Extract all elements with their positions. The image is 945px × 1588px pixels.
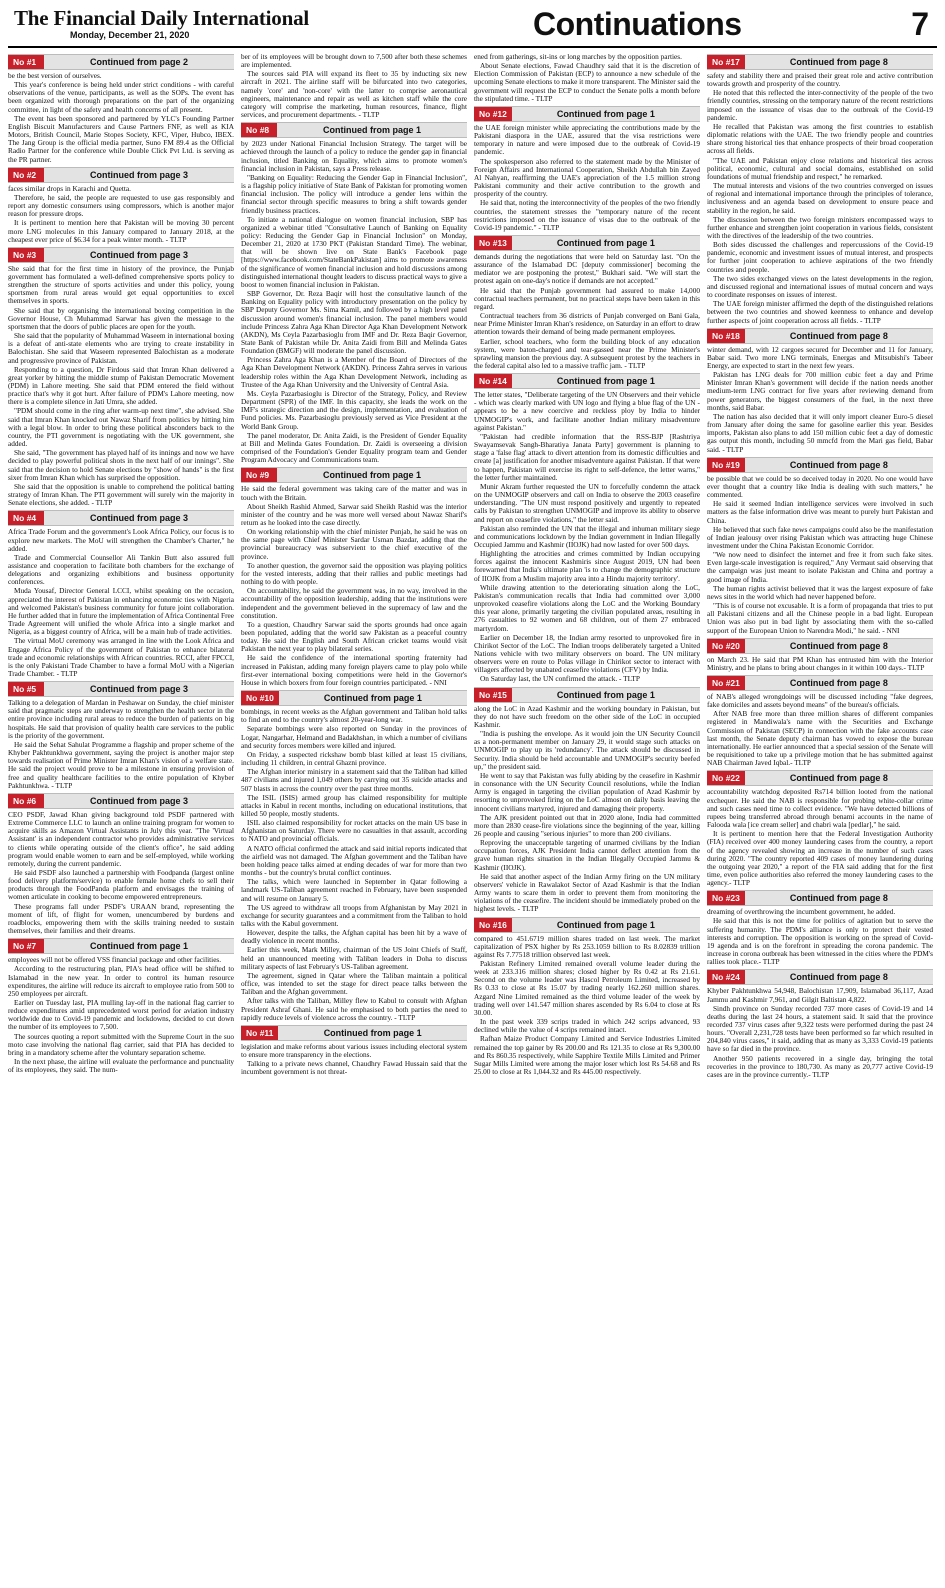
article-paragraph: legislation and make reforms about various issues including electoral system to ensure more transparency in the elections. <box>241 1041 467 1060</box>
article-paragraph: Therefore, he said, the people are requested to use gas responsibly and report any domestic consumers using compressors, which is another major reason for pressure drops. <box>8 192 234 219</box>
continuation-header <box>8 54 234 70</box>
section-title: Continuations <box>533 6 742 42</box>
article-paragraph: A NATO official confirmed the attack and said initial reports indicated that the airfield was not damaged. The Afghan government and the Taliban have been holding peace talks aimed at ending decades of war for more than two months - but the country's brutal conflict continues. <box>241 843 467 878</box>
article-paragraph: The virtual MoU ceremony was arranged in line with the Look Africa and Engage Africa Policy of the government of Pakistan to enhance bilateral trade and economic relationships with African countries. RCCI, after FPCCI, is the only Pakistani Trade Chamber to have a formal MoU with a Nigerian Trade Chamber. - TLTP <box>8 636 234 678</box>
article-paragraph: safety and stability there and praised their great role and active contribution towards growth and prosperity of the country. <box>707 71 933 89</box>
article-number-badge: No #16 <box>474 918 512 932</box>
article-paragraph: The talks, which were launched in September in Qatar following a landmark US-Taliban agreement reached in February, have been suspended and will resume on January 5. <box>241 877 467 903</box>
article <box>707 969 933 1079</box>
article-paragraph: The letter states, "Deliberate targeting of the UN Observers and their vehicle - which was clearly marked with UN logo and flying a blue flag of the UN - appears to be a new coercive and reckless ploy by India to hinder UNMOGIP's work, and facilitate another Indian military misadventure against Pakistan." <box>474 390 700 432</box>
article-paragraph: Earlier, school teachers, who form the building block of any education system, were baton-charged and tear-gassed near the Prime Minister's sprawling mansion the previous day. A subsequent protest by the teachers in the federal capital also led to a massive traffic jam. - TLTP <box>474 336 700 370</box>
article-paragraph: After NAB free more than three million shares of different companies registered in Mandiwala's name with the Securities and Exchange Commission of Pakistan (SECP) in connection with the fake accounts case last month, the Senate deputy chairman has vowed to expose the bureau internationally. He earlier announced that a special session of the Senate will be requisitioned to take up a privilege motion that he has submitted against NAB Chairman Javed Iqbal.- TLTP <box>707 709 933 768</box>
continuation-header <box>8 938 234 954</box>
article-number-badge: No #22 <box>707 771 745 785</box>
article-paragraph: While drawing attention to the deteriorating situation along the LoC, Pakistan's communication recalls that India had committed over 3,000 unprovoked ceasefire violations along the LoC and the Working Boundary this year alone, primarily targeting the civilian populated areas, resulting in 276 casualties to 92 women and 68 children, out of them 27 embraced martyrdom. <box>474 582 700 633</box>
article <box>8 54 234 164</box>
article-paragraph: He said that the Punjab government had assured to make 14,000 contractual teachers permanent, but no practical steps have been taken in this regard. <box>474 285 700 311</box>
continued-from-label: Continued from page 1 <box>556 919 655 930</box>
article-paragraph: be the best version of ourselves. <box>8 71 102 80</box>
article-paragraph: Muda Yousaf, Director General LCCI, whilst speaking on the occasion, appreciated the interest of Pakistan in enhancing economic ties with Nigeria and welcomed Pakistan's business community for future joint collaboration. He further added that in future the implementation of Africa Continental Free Trade Agreement will unified the whole Africa into a single market and Nigeria, as a biggest country of Africa, will be a main hub of trade activities. <box>8 586 234 637</box>
article-paragraph: employees will not be offered VSS financial package and other facilities. <box>8 955 222 965</box>
article-paragraph: The agreement, signed in Qatar where the Taliban maintain a political office, was intended to set the stage for direct peace talks between the Taliban and the Afghan government. <box>241 970 467 997</box>
continuation-header <box>474 235 700 251</box>
continuation-header <box>707 638 933 654</box>
article <box>241 53 467 119</box>
continued-from-label: Continued from page 2 <box>89 57 188 67</box>
article-number-badge: No #14 <box>474 374 512 388</box>
article-paragraph: The UAE foreign minister affirmed the depth of the distinguished relations between the two countries and showed keenness to enhance and develop further aspects of joint cooperation across all fields. - TLTP <box>707 299 933 325</box>
continuation-header <box>707 328 933 344</box>
article-paragraph: accountability watchdog deposited Rs714 billion looted from the national exchequer. He said the NAB is responsible for probing white-collar crime and such cases need time to collect evidence. "We have detected billions of rupees being transferred abroad through benami accounts in the name of Falooda wala [ice cream seller] and chabri wala [pedlar]," he said. <box>707 787 933 830</box>
article-paragraph: On accountability, he said the government was, in no way, involved in the accountability of the opposition leadership, adding that the institutions were independent and the government believed in the supremacy of law and the constitution. <box>241 586 467 620</box>
continued-from-label: Continued from page 1 <box>556 108 655 119</box>
article-paragraph: It is pertinent to mention here that the Federal Investigation Authority (FIA) received over 400 money laundering cases from the country, a report of the agency revealed showing an increase in the number of such cases during 2020. "The country reported 409 cases of money laundering during the outgoing year 2020," a report of the FIA said adding that for the first time, even police authorities also referred the money laundering cases to the agency.- TLTP <box>707 829 933 888</box>
article <box>474 917 700 1077</box>
article-paragraph: "India is pushing the envelope. As it would join the UN Security Council as a non-permanent member on January 29, it would stage such attacks on UNMOGIP to play up its 'redundancy'. The attack should be discussed in Security. India should be held accountable and UNMOGIP's security beefed up," the president said. <box>474 729 700 771</box>
article-paragraph: Contractual teachers from 36 districts of Punjab converged on Bani Gala, near Prime Minister Imran Khan's residence, on Saturday in an effort to draw attention towards their demand of being made permanent employees. <box>474 311 700 337</box>
article-paragraph: To initiate a national dialogue on women financial inclusion, SBP has organized a webinar titled "Consultative Launch of Banking on Equality policy: Reducing the Gender Gap in Financial Inclusion" on Monday, December 21, 2020 at 1730 PKT (Pakistan Standard Time). The webinar, that will be shown live on State Bank's Facebook page [https://www.facebook.com/StateBankPakistan] aims to promote awareness of the significance of women financial inclusion and hold discussions among distinguished international thought leaders to discuss practical ways to give a boost to women financial inclusion in Pakistan. <box>241 214 467 289</box>
article-number-badge: No #20 <box>707 639 745 653</box>
column <box>707 53 933 1588</box>
article-paragraph: SBP Governor, Dr. Reza Baqir will host the consultative launch of the Banking on Equality policy with introductory presentation on the policy by SBP Deputy Governor Ms. Sima Kamil, and followed by a high level panel discussion around women's financial inclusion. The panel members would include Princess Zahra Aga Khan Director Aga Khan Development Network (AKDN), Ms Ceyla Pazarbasioglu from IMF and Dr. Reza Baqir Governor, State Bank of Pakistan while Dr. Anita Zaidi from Bill and Melinda Gates Foundation (BMGF) will moderate the panel discussion. <box>241 289 467 356</box>
article-paragraph: Ms. Ceyla Pazarbasioglu is Director of the Strategy, Policy, and Review Department (SPR) of the IMF. In this capacity, she leads the work on the IMF's strategic direction and the design, implementation, and evaluation of Fund policies. Ms. Pazarbasioglu previously served as Vice President at the World Bank Group. <box>241 388 467 431</box>
column <box>241 53 467 1588</box>
continuation-header <box>8 793 234 809</box>
article-paragraph: About Senate elections, Fawad Chaudhry said that it is the discretion of Election Commission of Pakistan (ECP) to announce a new schedule of the upcoming Senate elections to make it more transparent. The Minister said the government will request the ECP to conduct the Senate polls a month before the stipulated time. - TLTP <box>474 61 700 103</box>
article-paragraph: ened from gatherings, sit-ins or long marches by the opposition parties. <box>474 53 682 61</box>
article-paragraph: CEO PSDF, Jawad Khan giving background told PSDF partnered with Extreme Commerce LLC to launch an online training program for women to acquire skills as Amazon Virtual Assistants in July this year. "The 'Virtual Assistant' is an independent contractor who provides administrative services to clients while operating outside of the client's office", he said adding program would enable women to earn and be self-employed, while working remotely, during the current pandemic. <box>8 809 234 868</box>
article-paragraph: Earlier on Tuesday last, PIA mulling lay-off in the national flag carrier to reduce expenditures amid unprecedented worst period for aviation industry worldwide due to Covid-19 pandemic and lockdowns, decided to cut down the number of its employees to 7,500. <box>8 998 234 1032</box>
article <box>241 467 467 687</box>
article-paragraph: However, despite the talks, the Afghan capital has been hit by a wave of deadly violence in recent months. <box>241 928 467 946</box>
article-paragraph: Talking to a delegation of Mardan in Peshawar on Sunday, the chief minister said that pragmatic steps are underway to strengthen the health sector in the entire province including rural areas to reduce the burden of patients on big hospitals. He said that provision of quality health care services to the public is the priority of the government. <box>8 698 234 740</box>
article <box>241 122 467 464</box>
continued-from-label: Continued from page 1 <box>556 237 655 248</box>
article <box>8 247 234 508</box>
continuation-header <box>8 510 234 526</box>
article-paragraph: demands during the negotiations that were held on Saturday last. "On the assurance of the Islamabad DC [deputy commissioner] becoming the mediator we are postponing the protest," Bukhari said. "We will start the protest again on one-day's notice if demands are not accepted." <box>474 251 700 286</box>
issue-date: Monday, December 21, 2020 <box>70 30 190 40</box>
article-paragraph: He said the federal government was taking care of the matter and was in touch with the Britain. <box>241 484 467 502</box>
masthead <box>8 6 937 48</box>
article-paragraph: According to the restructuring plan, PIA's head office will be shifted to Islamabad in the new year. In order to control its human resource expenditures, the airline will reduce its aircraft to employee ratio from 500 to 250 employees per aircraft. <box>8 964 234 998</box>
continued-from-label: Continued from page 3 <box>89 249 188 260</box>
continued-from-label: Continued from page 1 <box>323 693 422 704</box>
article-paragraph: The two sides exchanged views on the latest developments in the region, and discussed regional and international issues of mutual concern and ways to coordinate responses on issues of interest. <box>707 273 933 300</box>
article-paragraph: faces similar drops in Karachi and Quetta. <box>8 183 131 193</box>
article <box>474 687 700 914</box>
article-paragraph: ISIL also claimed responsibility for rocket attacks on the main US base in Afghanistan on Saturday. There were no casualties in that assault, according to NATO and provincial officials. <box>241 818 467 844</box>
article-number-badge: No #6 <box>8 794 44 808</box>
continuation-header <box>707 457 933 473</box>
continued-from-label: Continued from page 3 <box>89 684 188 695</box>
article-number-badge: No #2 <box>8 168 44 182</box>
article <box>8 167 234 244</box>
article-paragraph: Trade and Commercial Counsellor Ali Tankin Butt also assured full assistance and cooperation to facilitate both chambers for the exchange of delegations and organizing exhibitions and business opportunity conferences. <box>8 552 234 587</box>
article-number-badge: No #23 <box>707 891 745 905</box>
article-number-badge: No #13 <box>474 236 512 250</box>
article-paragraph: be possible that we could be so deceived today in 2020. No one would have ever thought that a country like India is dealing with such matters," he commented. <box>707 473 933 500</box>
continuation-header <box>707 54 933 70</box>
column <box>474 53 700 1588</box>
article-number-badge: No #24 <box>707 970 745 984</box>
article-paragraph: "PDM should come in the ring after warm-up next time", she advised. She said that Imran Khan knocked out Nawaz Sharif from politics by hitting him with a legal blow. In order to bring these political absconders back to the country, the PTI government is negotiating with the UK government, she added. <box>8 406 234 449</box>
article-number-badge: No #11 <box>241 1026 278 1040</box>
article-paragraph: ber of its employees will be brought down to 7,500 after both these schemes are implemented. <box>241 53 467 70</box>
article-paragraph: the UAE foreign minister while appreciating the contributions made by the Pakistani diaspora in the UAE, assured that the visa restrictions were temporary in nature and were imposed due to the outbreak of Covid-19 pandemic. <box>474 122 700 157</box>
continuation-header <box>8 681 234 697</box>
article <box>474 373 700 683</box>
article-paragraph: He believed that such fake news campaigns could also be the manifestation of Indian jealousy over rising Pakistan which was attracting huge Chinese investment under the China Pakistan Economic Corridor. <box>707 524 933 550</box>
article-paragraph: In the next phase, the airline will evaluate the performance and punctuality of its employees, they said. The num- <box>8 1057 234 1075</box>
article-paragraph: Earlier on December 18, the Indian army resorted to unprovoked fire in Chirikot Sector of the LoC. The Indian troops deliberately targeted a United Nations vehicle with two military observers on board. The UN military observers were en route to Polas village in Chirikot sector to interact with villagers affected by unabated ceasefire violations (CFV) by India. <box>474 632 700 675</box>
article-paragraph: "The UAE and Pakistan enjoy close relations and historical ties across political, economic, cultural and social domains, established on solid foundations of mutual friendship and respect," he remarked. <box>707 155 933 181</box>
article-number-badge: No #10 <box>241 691 279 705</box>
article <box>707 638 933 672</box>
article-paragraph: bombings, in recent weeks as the Afghan government and Taliban hold talks to find an end to the country's almost 20-year-long war. <box>241 707 467 725</box>
article-paragraph: Separate bombings were also reported on Sunday in the provinces of Logar, Nangarhar, Helmand and Badakhshan, in which a number of civilians and security forces members were killed and injured. <box>241 724 467 750</box>
page-number: 7 <box>911 6 929 42</box>
article-paragraph: He said that another aspect of the Indian Army firing on the UN military observers' vehicle in Rawalakot Sector of Azad Kashmir is that the Indian Army wants to scare them in order to prevent them from monitoring the violations of the ceasefire. The incident should be immediately probed on the highest levels. - TLTP <box>474 871 700 914</box>
article-paragraph: In the past week 339 scrips traded in which 242 scrips advanced, 93 declined while the value of 4 scrips remained intact. <box>474 1017 700 1035</box>
article <box>8 510 234 678</box>
article-paragraph: On working relationship with the chief minister Punjab, he said he was on the same page with Chief Minister Sardar Usman Bazdar, adding that the provincial bureaucracy was subservient to the chief executive of the province. <box>241 527 467 561</box>
continuation-header <box>8 167 234 183</box>
article-paragraph: The mutual interests and visions of the two countries converged on issues of regional and international importance through the principles of tolerance, inclusiveness and an agenda based on development to ensure peace and stability in the region, he said. <box>707 181 933 215</box>
article-paragraph: This year's conference is being held under strict conditions - with careful observations of the venue, participants, as well as the SOPs. The event has been organized with thorough preparations on the part of the organizing committee, in light of the safety and health concerns of all present. <box>8 80 234 114</box>
continued-from-label: Continued from page 3 <box>89 513 188 524</box>
article-paragraph: He said that this is not the time for politics of agitation but to serve the suffering humanity. The PDM's alliance is only to protect their vested interests and corruption. The opposition is working on the spread of Covid-19 agenda and is on the forefront in spreading the corona pandemic. The increase in corona outbreak has been witnessed in the cities where the PDM's rallies took place.- TLTP <box>707 916 933 967</box>
article-paragraph: The Afghan interior ministry in a statement said that the Taliban had killed 487 civilians and injured 1,049 others by carrying out 35 suicide attacks and 507 blasts in across the country over the past three months. <box>241 767 467 793</box>
article-paragraph: He said the confidence of the international sporting fraternity had increased in Pakistan, adding many foreign players came to play polo while first-ever international boxing competitions were held in the Governor's House in which boxers from four foreign countries participated. - NNI <box>241 653 467 687</box>
article-number-badge: No #9 <box>241 468 277 482</box>
continued-from-label: Continued from page 8 <box>789 972 888 983</box>
article-paragraph: Reproving the unacceptable targeting of unarmed civilians by the Indian occupation forces, AJK President India cannot deflect attention from the grave human rights situation in the Indian Illegally Occupied Jammu & Kashmir (IIOJK). <box>474 838 700 872</box>
continuation-header <box>707 969 933 985</box>
article-paragraph: After talks with the Taliban, Milley flew to Kabul to consult with Afghan President Ashraf Ghani. He said he emphasised to both parties the need to rapidly reduce levels of violence across the country. - TLTP <box>241 996 467 1022</box>
article-number-badge: No #3 <box>8 248 44 262</box>
article-paragraph: Munir Akram further requested the UN to forcefully condemn the attack on the UNMOGIP observers and call on India to observe the 2003 ceasefire understanding. "The UN must respond positively and urgently to repeated calls by Pakistan to strengthen UNMOGIP and improve its ability to observe and report on ceasefire violations," the letter said. <box>474 481 700 524</box>
article-paragraph: On Saturday last, the UN confirmed the attack. - TLTP <box>480 674 640 684</box>
article-paragraph: Another 950 patients recovered in a single day, bringing the total recoveries in the province to 180,730. As many as 20,777 active Covid-19 cases are in the province currently.- TLTP <box>707 1053 933 1079</box>
article <box>8 793 234 935</box>
continued-from-label: Continued from page 3 <box>89 795 188 806</box>
article <box>8 681 234 790</box>
article-paragraph: "We now need to disinfect the internet and free it from such fake sites. Even large-scale investigation is required," Any Vermaut said observing that the campaign was just meant to isolate Pakistan and China and portray a good image of India. <box>707 550 933 584</box>
continuation-header <box>241 690 467 706</box>
article-paragraph: He said the Sehat Sahulat Programme a flagship and proper scheme of the Khyber Pakhtunkhwa government, saying the project is another major step towards realisation of Prime Minister Imran Khan's vision of a welfare state. He said the project would prove to be a milestone in ensuring provision of free and quality healthcare facilities to the entire population of Khyber Pakhtunkhwa. - TLTP <box>8 739 234 790</box>
article-paragraph: Both sides discussed the challenges and repercussions of the Covid-19 pandemic, economic and investment issues of mutual interest, and prospects for further joint cooperation to achieve aspirations of the two friendly countries and people. <box>707 240 933 274</box>
continued-from-label: Continued from page 1 <box>322 470 421 481</box>
article-paragraph: Earlier this week, Mark Milley, chairman of the US Joint Chiefs of Staff, held an unannounced meeting with Taliban leaders in Doha to discuss military aspects of last February's US-Taliban agreement. <box>241 945 467 971</box>
article-number-badge: No #18 <box>707 329 745 343</box>
article-paragraph: on March 23. He said that PM Khan has entrusted him with the Interior Ministry, and he plans to bring about changes in it within 100 days.- TLTP <box>707 654 933 672</box>
continued-from-label: Continued from page 8 <box>789 678 888 688</box>
article-paragraph: The discussion between the two foreign ministers encompassed ways to further enhance and strengthen joint cooperation in various fields, consistent with the directives of the leadership of the two countries. <box>707 214 933 240</box>
article-paragraph: "Pakistan had credible information that the RSS-BJP [Rashtriya Swayamsevak Sangh-Bharatiya Janata Party] government is planning to stage a 'false flag' attack to divert attention from its domestic difficulties and create [a] justification for another misadventure against Pakistan. If that were to happen, Pakistan will exercise its right to self-defence, the letter warns," the letter further maintained. <box>474 431 700 482</box>
article-paragraph: The human rights activist believed that it was the largest exposure of fake news sites in the world which had never happened before. <box>707 583 933 601</box>
article-paragraph: She said that for the first time in history of the province, the Punjab government has formulated a well-defined comprehensive sports policy to strengthen the structure of sports activities and under this policy, young sportsmen from rural areas would get equal opportunities to excel themselves in sports. <box>8 263 234 306</box>
article <box>707 770 933 887</box>
article-paragraph: About Sheikh Rashid Ahmed, Sarwar said Sheikh Rashid was the interior minister of the country and he was more well versed about Nawaz Sharif's return as he looked into the case directly. <box>241 501 467 527</box>
article-number-badge: No #8 <box>241 123 277 137</box>
article <box>707 328 933 454</box>
article-paragraph: She said that the opposition is unable to comprehend the political batting strategy of Imran Khan. The PTI government will surely win the majority in Senate elections, she added. - TLTP <box>8 481 234 508</box>
article-number-badge: No #17 <box>707 55 745 69</box>
newspaper-title: The Financial Daily International <box>14 6 310 30</box>
continued-from-label: Continued from page 1 <box>89 941 188 952</box>
article-paragraph: On Friday, a suspected rickshaw bomb blast killed at least 15 civilians, including 11 children, in central Ghazni province. <box>241 749 467 768</box>
article-paragraph: compared to 451.6719 million shares traded on last week. The market capitalization of PSX higher by Rs 253.1059 billion to Rs 8.02839 trillion against Rs 7.77518 trillion observed last week. <box>474 933 700 959</box>
article-paragraph: He recalled that Pakistan was among the first countries to establish diplomatic relations with the UAE. The two friendly people and countries share strong historical ties that enhance prospects of their broad cooperation across all fields. <box>707 121 933 156</box>
continuation-header <box>241 467 467 483</box>
continued-from-label: Continued from page 1 <box>322 125 421 136</box>
article <box>707 457 933 635</box>
article-paragraph: The nation has also decided that it will only import cleaner Euro-5 diesel from January after doing the same for gasoline earlier this year. Besides imports, Pakistan also plans to add 150 million cubic feet a day of domestic gas output this month, including 50 mmcfd from the Mari gas field, Babar said. - TLTP <box>707 411 933 454</box>
continuation-header <box>474 106 700 122</box>
article-number-badge: No #1 <box>8 55 44 69</box>
article-paragraph: Pakistan also reminded the UN that the illegal and inhuman military siege and communications lockdown by the Indian government in Indian Illegally Occupied Jammu and Kashmir (IIOJK) had now lasted for over 500 days. <box>474 523 700 549</box>
article-paragraph: The US agreed to withdraw all troops from Afghanistan by May 2021 in exchange for security guarantees and a commitment from the Taliban to hold talks with the Kabul government. <box>241 902 467 928</box>
article-paragraph: dreaming of overthrowing the incumbent government, he added. <box>707 907 896 917</box>
article-paragraph: He noted that this reflected the inter-connectivity of the people of the two friendly countries, stressing on the temporary nature of the recent restrictions imposed on the issuance of visas due to the outbreak of the Covid-19 pandemic. <box>707 88 933 122</box>
article-number-badge: No #19 <box>707 458 745 472</box>
article-paragraph: Sindh province on Sunday recorded 737 more cases of Covid-19 and 14 deaths during the last 24 hours, a statement said. It said that the province recorded 737 virus cases after 9,322 tests were performed during the past 24 hours. "Overall 2,231,728 tests have been performed so far which resulted in 204,840 virus cases," it said, adding that as many as 3,333 Covid-19 patients have so far died in the province. <box>707 1003 933 1054</box>
article-paragraph: along the LoC in Azad Kashmir and the working boundary in Pakistan, but they do not have such freedom on the other side of the LoC in occupied Kashmir. <box>474 703 700 729</box>
continuation-header <box>707 675 933 691</box>
article-paragraph: To a question, Chaudhry Sarwar said the sports grounds had once again been populated, adding that the world saw Pakistan as a peaceful country today. He said the English and South African cricket teams would visit Pakistan the next year to play bilateral series. <box>241 619 467 654</box>
article-paragraph: Pakistan has LNG deals for 700 million cubic feet a day and Prime Minister Imran Khan's government will decide if the nation needs another medium-term LNG contract for five years after reviewing demand from power generators, the biggest consumers of the fuel, in the next three months, said Babar. <box>707 370 933 412</box>
article-paragraph: He said PSDF also launched a partnership with Foodpanda (largest online food delivery platform/service) to enable female home chefs to sell their products through the FoodPanda platform and envisages the training of women articulate in cooking to become empowered entrepreneurs. <box>8 867 234 902</box>
continued-from-label: Continued from page 1 <box>323 1027 422 1038</box>
article <box>474 53 700 103</box>
article <box>474 106 700 232</box>
article-number-badge: No #12 <box>474 107 512 121</box>
article-paragraph: of NAB's alleged wrongdoings will be discussed including "fake degrees, fake domiciles and assets beyond means" of the bureau's officials. <box>707 692 933 710</box>
article-paragraph: He went to say that Pakistan was fully abiding by the ceasefire in Kashmir in consonance with the UN Security Council resolutions, while the Indian Army is engaged in targeting the civilian population of Azad Kashmir by resorting to unprovoked firing on the LoC almost on daily basis leaving the innocent civilians martyred, injured and damaging their property. <box>474 770 700 813</box>
continuation-header <box>474 687 700 703</box>
article-paragraph: The ISIL (ISIS) armed group has claimed responsibility for multiple attacks in Kabul in recent months, including on educational institutions, that killed 50 people, mostly students. <box>241 792 467 818</box>
column <box>8 53 234 1588</box>
continuation-header <box>474 917 700 933</box>
continued-from-label: Continued from page 1 <box>556 689 655 700</box>
article-paragraph: Rafhan Maize Product Company Limited and Service Industries Limited remained the top gainer by Rs 200.00 and Rs 121.35 to close at Rs 9,300.00 and Rs 860.35 respectively, while Sapphire Textile Mills Limited and Primer Sugar Mills Limited were among the major loser which lost Rs 54.68 and Rs 25.00 to close at Rs 1,044.32 and Rs 445.00 respectively. <box>474 1034 700 1077</box>
continued-from-label: Continued from page 8 <box>789 893 888 904</box>
article-paragraph: To another question, the governor said the opposition was playing politics for the vested interests, adding that their rallies and public meetings had nothing to do with people. <box>241 560 467 587</box>
article-number-badge: No #4 <box>8 511 44 525</box>
article-paragraph: He said that, noting the interconnectivity of the peoples of the two friendly countries, the statement stresses the "temporary nature of the recent restrictions imposed on the issuance of visas due to the outbreak of the Covid-19 pandemic." - TLTP <box>474 198 700 232</box>
article-paragraph: Pakistan Refinery Limited remained overall volume leader during the week at 233.316 million shares; closed higher by Rs 0.42 at Rs 21.61. Second on the volume leader was Hascol Petroleum Limited, increased by Rs 0.33 to close at Rs 15.07 by trading nearly 162.260 million shares. Azgard Nine Limited remained as the third volume leader of the week by trading well over 141.547 million shares ascended by Rs 6.04 to close at Rs 30.00. <box>474 959 700 1017</box>
continuation-header <box>241 122 467 138</box>
continued-from-label: Continued from page 1 <box>556 376 655 387</box>
article-paragraph: The sources said PIA will expand its fleet to 35 by inducting six new aircraft in 2021. The airline staff will be bifurcated into two categories, namely 'core' and 'non-core' with the latter to comprise aeronautical engineers, maintenance and repair as well as kitchen staff while the core category will comprise the marketing, human resources, finance, flight services, and procurement departments. - TLTP <box>241 69 467 120</box>
article-paragraph: The event has been sponsored and partnered by YLC's Founding Partner English Biscuit Manufacturers and Cause Partners FNF, as well as KIA Motors, British Council, Marie Stopes Society, KFC, Viper, Hubco, IBEX. The Jang Group is the official media partner, Suno FM 89.4 as the Official Radio Partner for the conference while Double Click Pvt Ltd. is serving as the PR partner. <box>8 113 234 164</box>
article-paragraph: Khyber Pakhtunkhwa 54,948, Balochistan 17,909, Islamabad 36,117, Azad Jammu and Kashmir 7,961, and Gilgit Baltistan 4,822. <box>707 986 933 1004</box>
article-paragraph: Responding to a question, Dr Firdous said that Imran Khan delivered a great yorker by hitting the middle stump of Pakistan Democratic Movement (PDM) in Lahore meeting. She said that PDM entered the field without practice that's why it got hurt. After failure of PDM's Lahore meeting, now there is a complete silence in Jati Umra, she added. <box>8 364 234 407</box>
continued-from-label: Continued from page 3 <box>89 169 188 180</box>
article-paragraph: The spokesperson also referred to the statement made by the Minister of Foreign Affairs and International Cooperation, Sheikh Abdullah bin Zayed Al Nahyan, reaffirming the UAE's appreciation of the 1.5 million strong Pakistani community and their active contribution to the growth and prosperity of the country. <box>474 156 700 199</box>
article-paragraph: She said that the popularity of Muhammad Waseem in international boxing is a defeat of anti-state elements who are trying to create instability in Balochistan. She said that Waseem represented Balochistan as a moderate and progressive province of Pakistan. <box>8 331 234 365</box>
continuation-header <box>474 373 700 389</box>
article-paragraph: She said, "The government has played half of its innings and now we have decided to play powerful political shots in the next half of our innings". She said that the decision to hold Senate elections by "show of hands" is the first sixer from Imran Khan which has surprised the opposition. <box>8 448 234 482</box>
continued-from-label: Continued from page 8 <box>789 773 888 784</box>
article-paragraph: Highlighting the atrocities and crimes committed by Indian occupying forces against the innocent Kashmiris since August 2019, UN had been forewarned that India's ultimate plan 'is to change the demographic structure of IIOJK from a Muslim majority area into a Hindu majority territory'. <box>474 549 700 583</box>
article-paragraph: by 2023 under National Financial Inclusion Strategy. The target will be achieved through the launch of a policy to reduce the gender gap in financial inclusion, titled Banking on Equality, which aims to promote women's financial inclusion in Pakistan, says a Press release. <box>241 139 467 173</box>
article-paragraph: He said it seemed Indian intelligence services were involved in such matters as the false information drive was meant to purely hurt Pakistan and China. <box>707 499 933 525</box>
continuation-header <box>707 770 933 786</box>
article-number-badge: No #15 <box>474 688 512 702</box>
continuation-header <box>241 1025 467 1041</box>
article <box>707 890 933 966</box>
article-paragraph: "This is of course not excusable. It is a form of propaganda that tries to put all Pakistani citizens and all the Chinese people in a bad light. European Union was also put in bad light by associating them with the so-called support of the European Union to Narendra Modi," he said. - NNI <box>707 601 933 635</box>
article <box>707 675 933 767</box>
continued-from-label: Continued from page 8 <box>789 57 888 67</box>
article <box>474 235 700 370</box>
article-paragraph: winter demand, with 12 cargoes secured for December and 11 for January, Babar said. Two more LNG terminals, Energas and Mitsubishi's Tabeer Energy, are expected to start in the next few years. <box>707 344 933 370</box>
continued-from-label: Continued from page 8 <box>789 640 888 651</box>
article-columns <box>8 48 937 1588</box>
article-paragraph: Princess Zahra Aga Khan is a Member of the Board of Directors of the Aga Khan Development Network (AKDN). Princess Zahra serves in various leadership roles within the Aga Khan Development Network, including as Trustee of the Aga Khan University and the University of Central Asia. <box>241 355 467 389</box>
article-paragraph: She said that by organising the international boxing competition in the Governor House, Ch Muhammad Sarwar has given the message to the sportsmen that the doors of public places are open for the youth. <box>8 305 234 331</box>
article <box>8 938 234 1074</box>
article-paragraph: Talking to a private news channel, Chaudhry Fawad Hussain said that the incumbent government is not threat- <box>241 1059 467 1077</box>
article-paragraph: These programs fall under PSDF's URAAN brand, representing the moment of lift, of flight for women, unencumbered by burdens and roadblocks, empowering them with the skills training needed to sustain themselves, their families and their dreams. <box>8 901 234 936</box>
article-number-badge: No #21 <box>707 676 745 690</box>
article <box>241 1025 467 1077</box>
article-number-badge: No #5 <box>8 682 44 696</box>
article-paragraph: The panel moderator, Dr. Anita Zaidi, is the President of Gender Equality at Bill and Melinda Gates Foundation. Dr. Zaidi is overseeing a division comprised of the Foundation's Gender Equality program team and Gender Program Advocacy and Communications team. <box>241 430 467 465</box>
continued-from-label: Continued from page 8 <box>789 330 888 341</box>
article-number-badge: No #7 <box>8 939 44 953</box>
continuation-header <box>707 890 933 906</box>
article <box>241 690 467 1022</box>
article-paragraph: The AJK president pointed out that in 2020 alone, India had committed more than 2830 cease-fire violations since the beginning of the year, killing 26 people and causing "serious injuries" to more than 200 civilians. <box>474 812 700 838</box>
article-paragraph: Africa Trade Forum and the government's Look Africa Policy, our focus is to explore new markets. The MoU will strengthen the Chamber's Charter," he added. <box>8 527 234 553</box>
article-paragraph: The sources quoting a report submitted with the Supreme Court in the suo moto case involving the national flag carrier, said that PIA has decided to bring in a mandatory scheme after the voluntary separation scheme. <box>8 1031 234 1057</box>
continued-from-label: Continued from page 8 <box>789 459 888 470</box>
continuation-header <box>8 247 234 263</box>
article-paragraph: "Banking on Equality: Reducing the Gender Gap in Financial Inclusion", is a flagship policy initiative of State Bank of Pakistan for promoting women financial inclusion. The policy will introduce a gender lens within the financial sector through specific measures to bring a shift towards gender friendly business practices. <box>241 172 467 215</box>
article-paragraph: It is pertinent to mention here that Pakistan will be moving 30 percent more LNG molecules in this January compared to January 2018, at the cheapest ever price of $6.34 for a peak winter month. - TLTP <box>8 218 234 244</box>
article <box>707 54 933 325</box>
